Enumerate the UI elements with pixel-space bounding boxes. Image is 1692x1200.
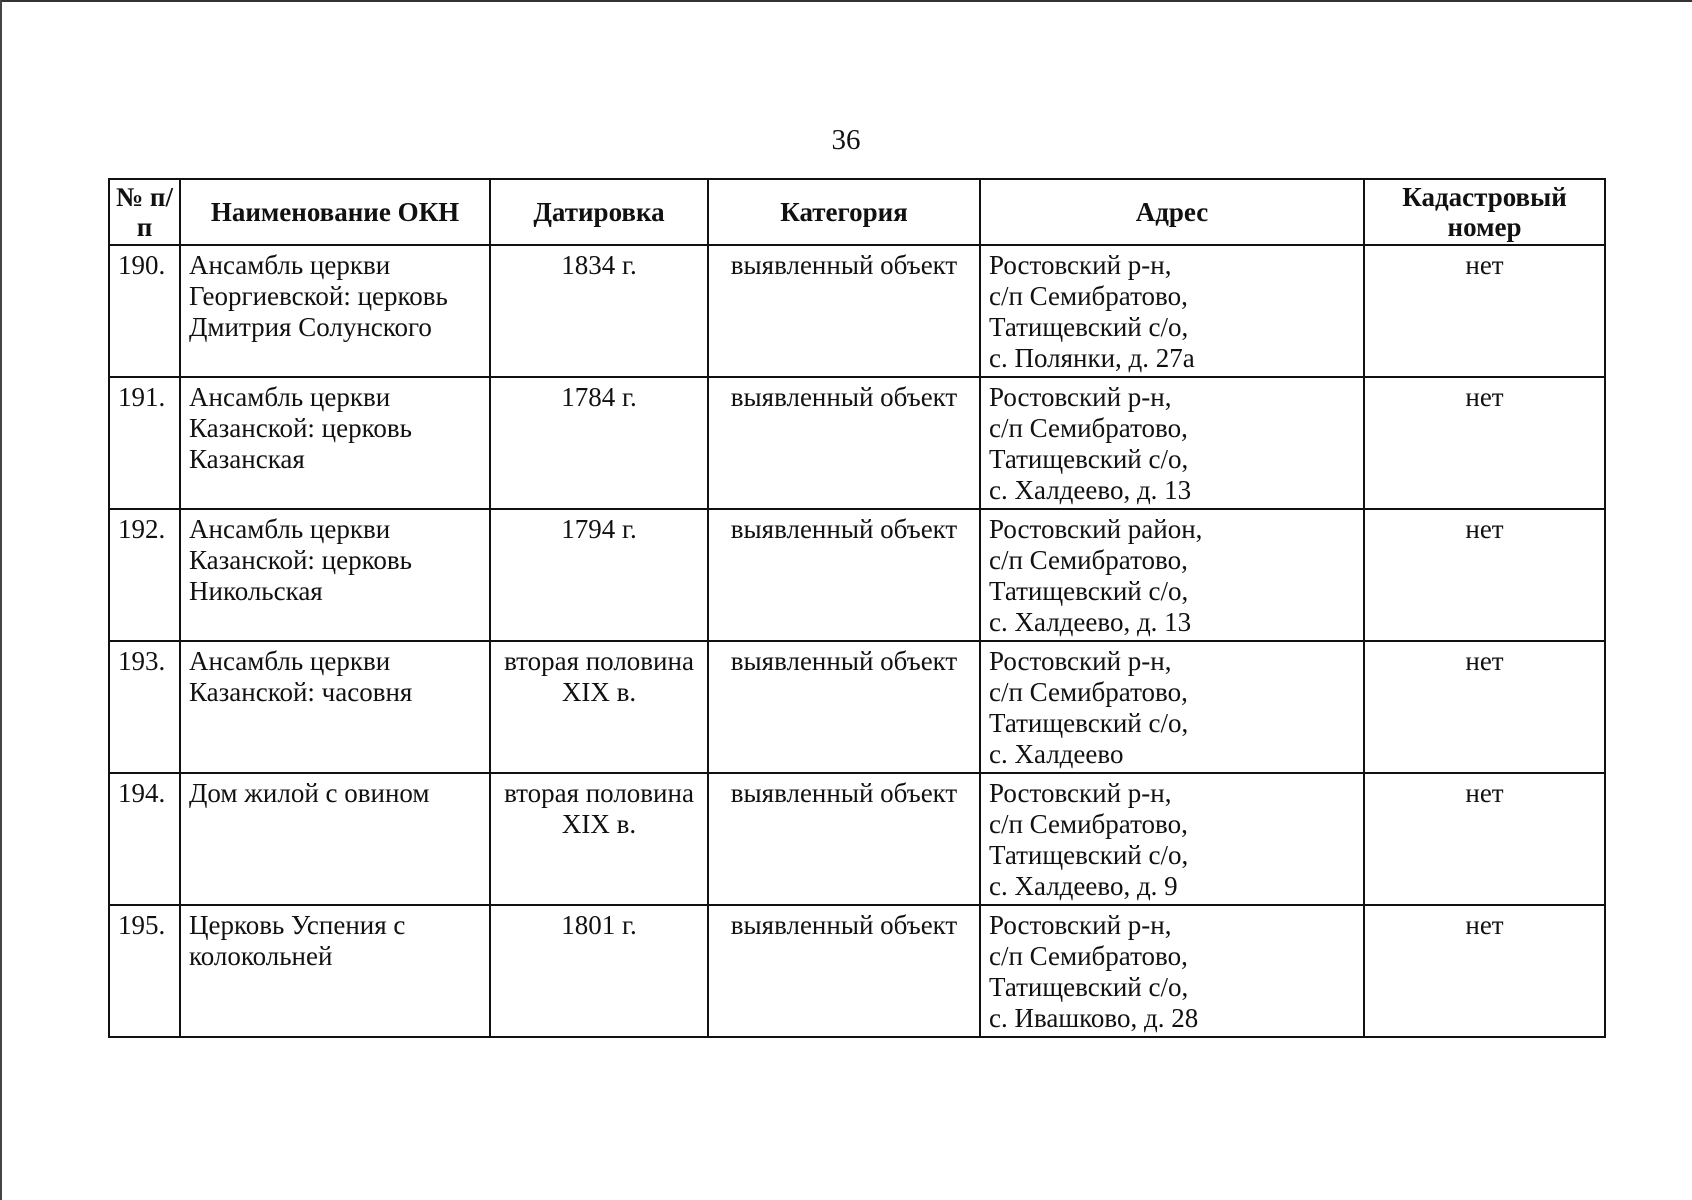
cell-category: выявленный объект — [708, 245, 980, 377]
table-row — [109, 641, 1605, 773]
header-cadastral: Кадастровый номер — [1364, 179, 1605, 245]
cell-cadastral: нет — [1364, 377, 1605, 509]
cell-date: 1834 г. — [490, 245, 708, 377]
cell-name: Ансамбль церкви Казанской: церковь Никольская — [180, 509, 490, 641]
cell-category: выявленный объект — [708, 509, 980, 641]
header-address: Адрес — [980, 179, 1364, 245]
cell-name: Ансамбль церкви Георгиевской: церковь Дмитрия Солунского — [180, 245, 490, 377]
page-number: 36 — [831, 124, 861, 156]
table-row — [109, 245, 1605, 377]
cell-date: вторая половина XIX в. — [490, 641, 708, 773]
cell-num: 194. — [109, 773, 180, 905]
table-header-row — [109, 179, 1605, 245]
cell-address: Ростовский район, с/п Семибратово, Татищевский с/о, с. Халдеево, д. 13 — [980, 509, 1364, 641]
table-row — [109, 377, 1605, 509]
cell-address: Ростовский р-н, с/п Семибратово, Татищевский с/о, с. Полянки, д. 27а — [980, 245, 1364, 377]
cell-date: 1801 г. — [490, 905, 708, 1037]
table-row — [109, 509, 1605, 641]
cell-address: Ростовский р-н, с/п Семибратово, Татищевский с/о, с. Ивашково, д. 28 — [980, 905, 1364, 1037]
cell-name: Церковь Успения с колокольней — [180, 905, 490, 1037]
cell-address: Ростовский р-н, с/п Семибратово, Татищевский с/о, с. Халдеево, д. 9 — [980, 773, 1364, 905]
cell-num: 193. — [109, 641, 180, 773]
header-name: Наименование ОКН — [180, 179, 490, 245]
cell-category: выявленный объект — [708, 377, 980, 509]
cell-category: выявленный объект — [708, 641, 980, 773]
cell-name: Дом жилой с овином — [180, 773, 490, 905]
cell-cadastral: нет — [1364, 773, 1605, 905]
cell-cadastral: нет — [1364, 905, 1605, 1037]
cell-date: 1794 г. — [490, 509, 708, 641]
cell-date: вторая половина XIX в. — [490, 773, 708, 905]
cell-category: выявленный объект — [708, 905, 980, 1037]
scan-edge-left — [0, 0, 2, 1200]
cell-name: Ансамбль церкви Казанской: церковь Казанская — [180, 377, 490, 509]
cell-num: 190. — [109, 245, 180, 377]
scan-edge-top — [0, 0, 1692, 2]
table-row — [109, 905, 1605, 1037]
cell-cadastral: нет — [1364, 641, 1605, 773]
table-row — [109, 773, 1605, 905]
cell-address: Ростовский р-н, с/п Семибратово, Татищевский с/о, с. Халдеево — [980, 641, 1364, 773]
cell-address: Ростовский р-н, с/п Семибратово, Татищевский с/о, с. Халдеево, д. 13 — [980, 377, 1364, 509]
cell-name: Ансамбль церкви Казанской: часовня — [180, 641, 490, 773]
header-category: Категория — [708, 179, 980, 245]
cell-cadastral: нет — [1364, 245, 1605, 377]
cell-num: 191. — [109, 377, 180, 509]
header-num: № п/п — [109, 179, 180, 245]
heritage-objects-table — [108, 178, 1606, 1038]
cell-num: 192. — [109, 509, 180, 641]
cell-category: выявленный объект — [708, 773, 980, 905]
cell-date: 1784 г. — [490, 377, 708, 509]
cell-cadastral: нет — [1364, 509, 1605, 641]
table-body — [109, 245, 1605, 1037]
cell-num: 195. — [109, 905, 180, 1037]
header-date: Датировка — [490, 179, 708, 245]
